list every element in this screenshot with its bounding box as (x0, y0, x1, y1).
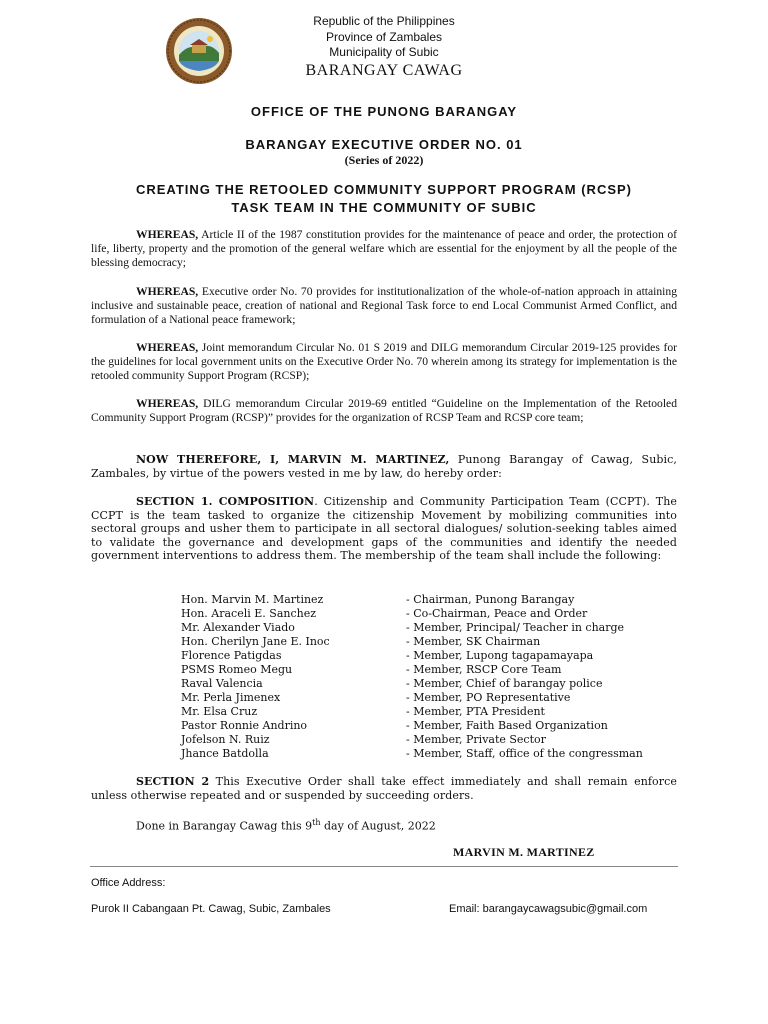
letterhead (0, 14, 768, 80)
section-2-lead: SECTION 2 (136, 775, 210, 788)
member-name: PSMS Romeo Megu (181, 663, 293, 676)
member-name: Mr. Elsa Cruz (181, 705, 258, 718)
member-name: Hon. Araceli E. Sanchez (181, 607, 317, 620)
section-1-text: . Citizenship and Community Participation Team (CCPT). The CCPT is the team tasked to organize the citizenship Movement by mobilizing communities into sectoral groups and usher them to participate in all sectoral dialogues/ solution-seeking tables aimed to validate the governance and development gaps of the communities and identify the needed government interventions to address them. The membership of the team shall include the following: (91, 495, 677, 563)
member-name: Mr. Perla Jimenex (181, 691, 281, 704)
member-role: - Member, Staff, office of the congressman (406, 747, 643, 760)
done-date-line (136, 818, 436, 833)
done-ordinal: th (312, 818, 321, 827)
order-number: BARANGAY EXECUTIVE ORDER NO. 01 (245, 137, 523, 152)
whereas-lead: WHEREAS, (136, 228, 199, 241)
member-role: - Member, Faith Based Organization (406, 719, 608, 732)
now-therefore-clause (91, 453, 677, 480)
member-row (181, 649, 681, 663)
signatory-name: MARVIN M. MARTINEZ (453, 845, 595, 859)
whereas-text: Joint memorandum Circular No. 01 S 2019 and DILG memorandum Circular 2019-125 provides for the guidelines for local government units on the Executive Order No. 70 wherein among its strategy for implementation is the retooled community Support Program (RCSP); (91, 341, 677, 383)
member-row (181, 607, 681, 621)
member-role: - Member, RSCP Core Team (406, 663, 562, 676)
letterhead-barangay: BARANGAY CAWAG (305, 61, 463, 79)
office-heading: OFFICE OF THE PUNONG BARANGAY (250, 104, 518, 119)
section-2 (91, 775, 677, 802)
member-role: - Member, Principal/ Teacher in charge (406, 621, 625, 634)
order-title-line2: TASK TEAM IN THE COMMUNITY OF SUBIC (231, 200, 537, 215)
order-title-line1: CREATING THE RETOOLED COMMUNITY SUPPORT PROGRAM (RCSP) (135, 182, 632, 197)
done-text-end: day of August, 2022 (320, 819, 436, 833)
member-row (181, 635, 681, 649)
whereas-clause-4 (91, 397, 677, 425)
whereas-text: Article II of the 1987 constitution provides for the maintenance of peace and order, the protection of life, liberty, property and the promotion of the general welfare which are essential for the enjoyment by all the people of the blessing democracy; (91, 228, 677, 270)
member-role: - Chairman, Punong Barangay (406, 593, 575, 606)
series-year: (Series of 2022) (344, 153, 424, 167)
letterhead-republic: Republic of the Philippines (313, 14, 455, 28)
member-role: - Member, PO Representative (406, 691, 571, 704)
member-role: - Member, Lupong tagapamayapa (406, 649, 594, 662)
office-email: Email: barangaycawagsubic@gmail.com (449, 903, 648, 915)
member-row (181, 621, 681, 635)
member-row (181, 691, 681, 705)
footer-divider (90, 866, 678, 867)
member-name: Mr. Alexander Viado (181, 621, 295, 634)
member-row (181, 593, 681, 607)
whereas-lead: WHEREAS, (136, 397, 199, 410)
now-therefore-lead: NOW THEREFORE, I, MARVIN M. MARTINEZ, (136, 453, 450, 466)
section-2-text: This Executive Order shall take effect immediately and shall remain enforce unless otherwise repeated and or suspended by succeeding orders. (91, 775, 678, 802)
member-row (181, 663, 681, 677)
whereas-lead: WHEREAS, (136, 341, 199, 354)
section-1-lead: SECTION 1. COMPOSITION (136, 495, 315, 508)
member-row (181, 733, 681, 747)
member-role: - Co-Chairman, Peace and Order (406, 607, 588, 620)
order-title (0, 181, 768, 217)
section-1 (91, 495, 677, 563)
member-name: Hon. Cherilyn Jane E. Inoc (181, 635, 330, 648)
member-list (181, 593, 681, 761)
letterhead-province: Province of Zambales (325, 29, 443, 44)
now-therefore-text: Punong Barangay of Cawag, Subic, Zambales, by virtue of the powers vested in me by law, do hereby order: (91, 453, 677, 480)
member-name: Florence Patigdas (181, 649, 282, 662)
member-row (181, 677, 681, 691)
member-name: Jhance Batdolla (181, 747, 269, 760)
office-address: Purok II Cabangaan Pt. Cawag, Subic, Zambales (91, 903, 331, 915)
member-role: - Member, Chief of barangay police (406, 677, 603, 690)
member-row (181, 719, 681, 733)
member-name: Jofelson N. Ruiz (181, 733, 270, 746)
member-role: - Member, PTA President (406, 705, 545, 718)
member-row (181, 747, 681, 761)
done-text: Done in Barangay Cawag this 9 (136, 819, 313, 833)
member-role: - Member, SK Chairman (406, 635, 541, 648)
office-address-label: Office Address: (91, 877, 166, 889)
member-role: - Member, Private Sector (406, 733, 546, 746)
whereas-clause-3 (91, 341, 677, 384)
member-name: Raval Valencia (181, 677, 263, 690)
whereas-text: DILG memorandum Circular 2019-69 entitled “Guideline on the Implementation of the Retooled Community Support Program (RCSP)” provides for the organization of RCSP Team and RCSP core team; (91, 397, 677, 425)
letterhead-municipality: Municipality of Subic (329, 45, 439, 59)
member-row (181, 705, 681, 719)
member-name: Pastor Ronnie Andrino (181, 719, 308, 732)
whereas-lead: WHEREAS, (136, 285, 199, 298)
whereas-clause-1 (91, 228, 677, 271)
whereas-text: Executive order No. 70 provides for institutionalization of the whole-of-nation approach in attaining inclusive and sustainable peace, creation of national and Regional Task force to end Local Communist Armed Conflict, and formulation of a National peace framework; (91, 285, 677, 327)
member-name: Hon. Marvin M. Martinez (181, 593, 324, 606)
whereas-clause-2 (91, 285, 677, 328)
